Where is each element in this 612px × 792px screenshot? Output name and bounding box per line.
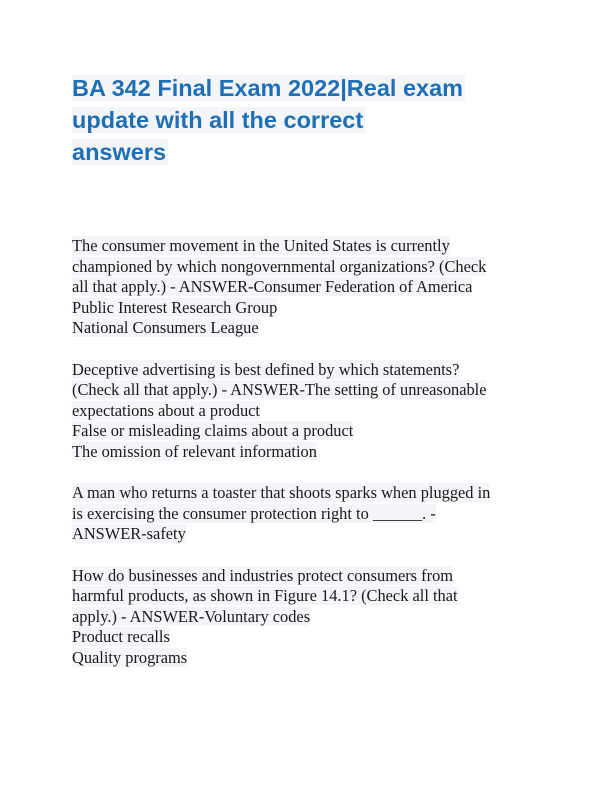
text-line: ANSWER-safety [72,524,186,544]
text-line: Quality programs [72,647,188,667]
text-line: Deceptive advertising is best defined by which statements? [72,359,460,379]
text-line: harmful products, as shown in Figure 14.1? (Check all that [72,586,458,606]
question-answer-block [72,360,542,463]
text-line: all that apply.) - ANSWER-Consumer Federation of America [72,277,473,297]
document-body [72,236,542,689]
text-line: expectations about a product [72,400,260,420]
text-line: (Check all that apply.) - ANSWER-The setting of unreasonable [72,380,487,400]
text-line: How do businesses and industries protect consumers from [72,565,454,585]
text-line: Product recalls [72,627,170,647]
document-title [72,72,538,168]
title-line: answers [72,139,167,165]
text-line: A man who returns a toaster that shoots sparks when plugged in [72,483,491,503]
text-line: Public Interest Research Group [72,297,278,317]
text-line: championed by which nongovernmental organizations? (Check [72,256,487,276]
text-line: apply.) - ANSWER-Voluntary codes [72,606,311,626]
text-line: The omission of relevant information [72,441,317,461]
question-answer-block [72,566,542,669]
question-answer-block [72,236,542,339]
title-line: update with all the correct [72,107,364,133]
question-answer-block [72,483,542,545]
text-line: False or misleading claims about a product [72,421,354,441]
title-line: BA 342 Final Exam 2022|Real exam [72,75,464,101]
text-line: National Consumers League [72,318,259,338]
text-line: is exercising the consumer protection right to ______. - [72,503,436,523]
text-line: The consumer movement in the United States is currently [72,236,450,255]
